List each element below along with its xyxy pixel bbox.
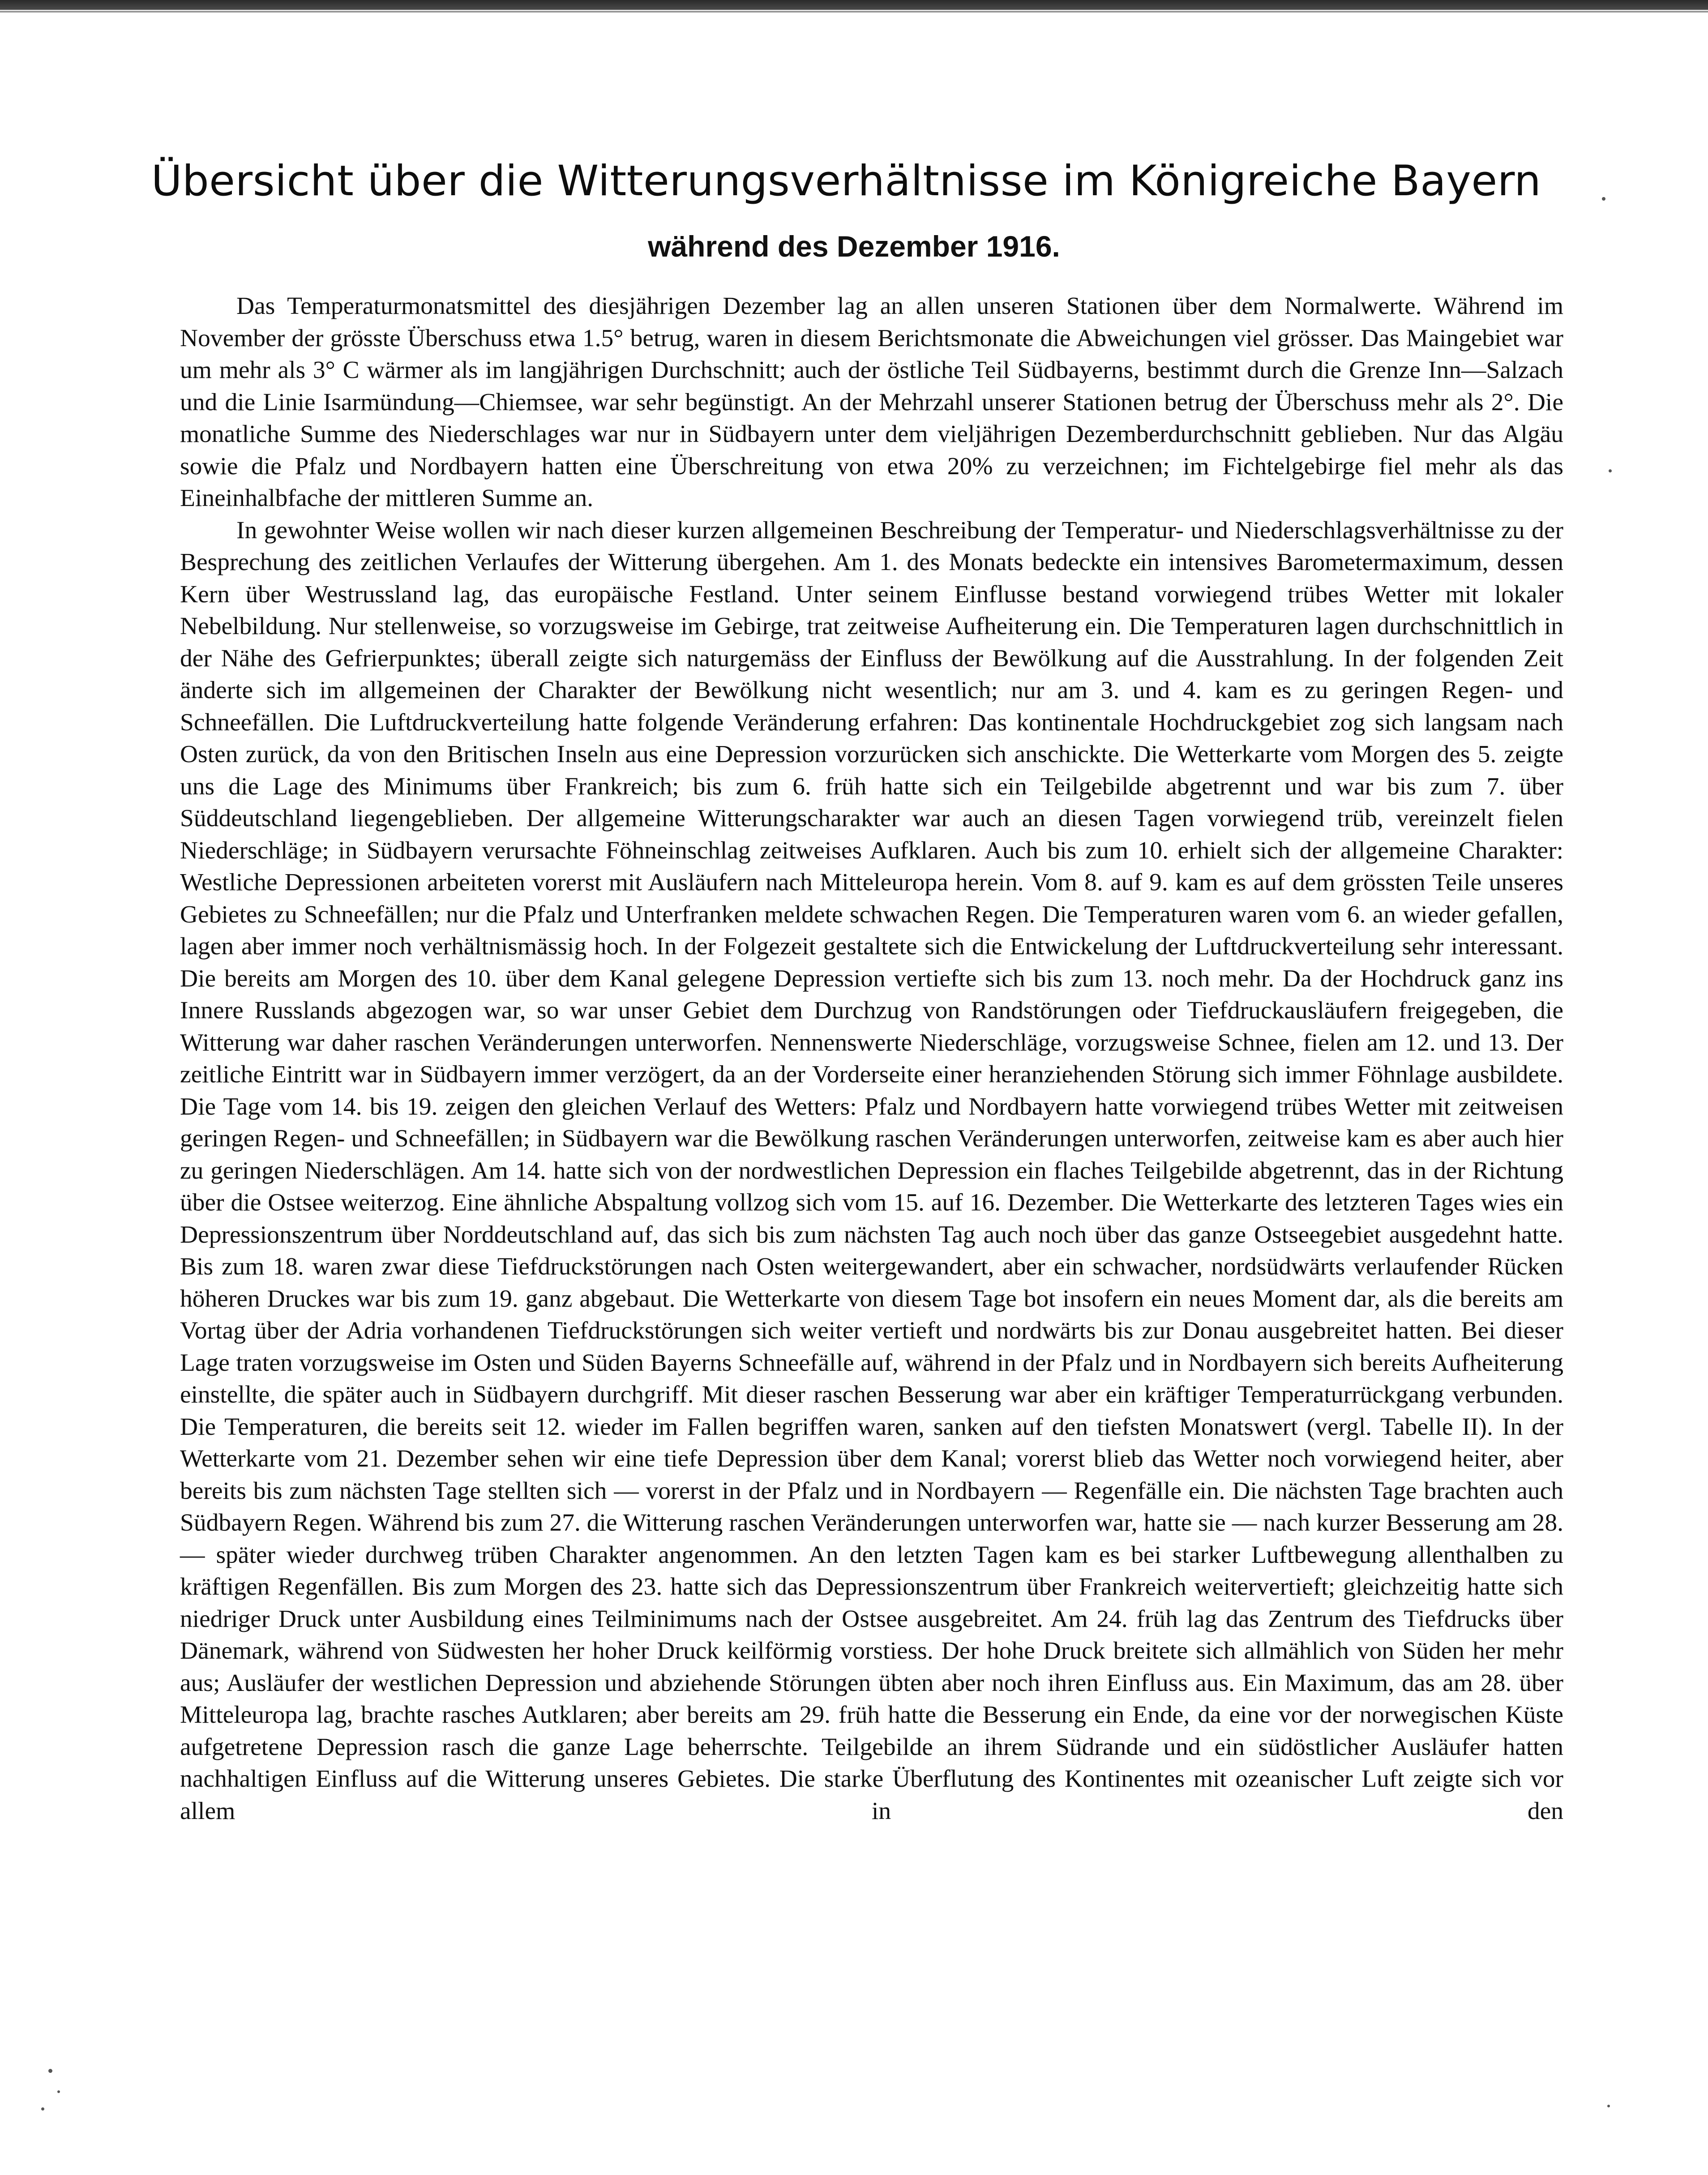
scan-speck [48, 2069, 52, 2073]
page-title: Übersicht über die Witterungsverhältnisse im Königreiche Bayern [151, 157, 1541, 206]
scan-speck [41, 2107, 44, 2111]
page-subtitle: während des Dezember 1916. [648, 230, 1060, 263]
scan-speck [1602, 197, 1605, 201]
scan-speck [1607, 2105, 1610, 2107]
scan-speck [1609, 469, 1612, 472]
paragraph-2: In gewohnter Weise wollen wir nach dieser kurzen allgemeinen Beschreibung der Temperatur- und Niederschlagsverhältnisse zu der Besprechung des zeitlichen Verlaufes der Witterung übergehen. Am 1. des Monats bedeckte ein intensives Barometermaximum, dessen Kern über Westrussland lag, das europäische Festland. Unter seinem Einflusse bestand vorwiegend trübes Wetter mit lokaler Nebelbildung. Nur stellenweise, so vorzugsweise im Gebirge, trat zeitweise Aufheiterung ein. Die Temperaturen lagen durchschnittlich in der Nähe des Gefrierpunktes; überall zeigte sich naturgemäss der Einfluss der Bewölkung auf die Ausstrahlung. In der folgenden Zeit änderte sich im allgemeinen der Charakter der Bewölkung nicht wesentlich; nur am 3. und 4. kam es zu geringen Regen- und Schneefällen. Die Luftdruckverteilung hatte folgende Veränderung erfahren: Das kontinentale Hochdruckgebiet zog sich langsam nach Osten zurück, da von den Britischen Inseln aus eine Depression vorzurücken sich anschickte. Die Wetterkarte vom Morgen des 5. zeigte uns die Lage des Minimums über Frankreich; bis zum 6. früh hatte sich ein Teilgebilde abgetrennt und war bis zum 7. über Süddeutschland liegengeblieben. Der allgemeine Witterungscharakter war auch an diesen Tagen vorwiegend trüb, vereinzelt fielen Niederschläge; in Südbayern verursachte Föhneinschlag zeitweises Aufklaren. Auch bis zum 10. erhielt sich der allgemeine Charakter: Westliche Depressionen arbeiteten vorerst mit Ausläufern nach Mitteleuropa herein. Vom 8. auf 9. kam es auf dem grössten Teile unseres Gebietes zu Schneefällen; nur die Pfalz und Unterfranken meldete schwachen Regen. Die Temperaturen waren vom 6. an wieder gefallen, lagen aber immer noch verhältnismässig hoch. In der Folgezeit gestaltete sich die Entwickelung der Luftdruckverteilung sehr interessant. Die bereits am Morgen des 10. über dem Kanal gelegene Depression vertiefte sich bis zum 13. noch mehr. Da der Hochdruck ganz ins Innere Russlands abgezogen war, so war unser Gebiet dem Durchzug von Randstörungen oder Tiefdruckausläufern freigegeben, die Witterung war daher raschen Veränderungen unterworfen. Nennenswerte Niederschläge, vorzugsweise Schnee, fielen am 12. und 13. Der zeitliche Eintritt war in Südbayern immer verzögert, da an der Vorderseite einer heranziehenden Störung sich immer Föhnlage ausbildete. Die Tage vom 14. bis 19. zeigen den gleichen Verlauf des Wetters: Pfalz und Nordbayern hatte vorwiegend trübes Wetter mit zeitweisen geringen Regen- und Schneefällen; in Südbayern war die Bewölkung raschen Veränderungen unterworfen, zeitweise kam es aber auch hier zu geringen Niederschlägen. Am 14. hatte sich von der nordwestlichen Depression ein flaches Teilgebilde abgetrennt, das in der Richtung über die Ostsee weiterzog. Eine ähnliche Abspaltung vollzog sich vom 15. auf 16. Dezember. Die Wetterkarte des letzteren Tages wies ein Depressionszentrum über Norddeutschland auf, das sich bis zum nächsten Tag auch noch über das ganze Ostseegebiet ausgedehnt hatte. Bis zum 18. waren zwar diese Tiefdruckstörungen nach Osten weitergewandert, aber ein schwacher, nordsüdwärts verlaufender Rücken höheren Druckes war bis zum 19. ganz abgebaut. Die Wetterkarte von diesem Tage bot insofern ein neues Moment dar, als die bereits am Vortag über der Adria vorhandenen Tiefdruckstörungen sich weiter vertieft und nordwärts bis zur Donau ausgebreitet hatten. Bei dieser Lage traten vorzugsweise im Osten und Süden Bayerns Schneefälle auf, während in der Pfalz und in Nordbayern sich bereits Aufheiterung einstellte, die später auch in Südbayern durchgriff. Mit dieser raschen Besserung war aber ein kräftiger Temperaturrückgang verbunden. Die Temperaturen, die bereits seit 12. wieder im Fallen begriffen waren, sanken auf den tiefsten Monatswert (vergl. Tabelle II). In der Wetterkarte vom 21. Dezember sehen wir eine tiefe Depression über dem Kanal; vorerst blieb das Wetter noch vorwiegend heiter, aber bereits bis zum nächsten Tage stellten sich — vorerst in der Pfalz und in Nordbayern — Regenfälle ein. Die nächsten Tage brachten auch Südbayern Regen. Während bis zum 27. die Witterung raschen Veränderungen unterworfen war, hatte sie — nach kurzer Besserung am 28. — später wieder durchweg trüben Charakter angenommen. An den letzten Tagen kam es bei starker Luftbewegung allenthalben zu kräftigen Regenfällen. Bis zum Morgen des 23. hatte sich das Depressionszentrum über Frankreich weitervertieft; gleichzeitig hatte sich niedriger Druck unter Ausbildung eines Teilminimums nach der Ostsee ausgebreitet. Am 24. früh lag das Zentrum des Tiefdrucks über Dänemark, während von Südwesten her hoher Druck keilförmig vorstiess. Der hohe Druck breitete sich allmählich von Süden her mehr aus; Ausläufer der westlichen Depression und abziehende Störungen übten aber noch ihren Einfluss aus. Ein Maximum, das am 28. über Mitteleuropa lag, brachte rasches Autklaren; aber bereits am 29. früh hatte die Besserung ein Ende, da eine vor der norwegischen Küste aufgetretene Depression rasch die ganze Lage beherrschte. Teilgebilde an ihrem Südrande und ein südöstlicher Ausläufer hatten nachhaltigen Einfluss auf die Witterung unseres Gebietes. Die starke Überflutung des Kontinentes mit ozeanischer Luft zeigte sich vor allem in den [180, 516, 1563, 1825]
top-border-rule-shadow [0, 11, 1708, 13]
top-border-rule [0, 0, 1708, 10]
scan-speck [57, 2090, 60, 2093]
paragraph-1: Das Temperaturmonatsmittel des diesjährigen Dezember lag an allen unseren Stationen über dem Normalwerte. Während im November der grösste Überschuss etwa 1.5° betrug, waren in diesem Berichtsmonate die Abweichungen viel grösser. Das Maingebiet war um mehr als 3° C wärmer als im langjährigen Durchschnitt; auch der östliche Teil Südbayerns, bestimmt durch die Grenze Inn—Salzach und die Linie Isarmündung—Chiemsee, war sehr begünstigt. An der Mehrzahl unserer Stationen betrug der Überschuss mehr als 2°. Die monatliche Summe des Niederschlages war nur in Südbayern unter dem vieljährigen Dezemberdurchschnitt geblieben. Nur das Algäu sowie die Pfalz und Nordbayern hatten eine Überschreitung von etwa 20% zu verzeichnen; im Fichtelgebirge fiel mehr als das Eineinhalbfache der mittleren Summe an. [180, 292, 1563, 512]
article-body [180, 290, 1563, 1827]
